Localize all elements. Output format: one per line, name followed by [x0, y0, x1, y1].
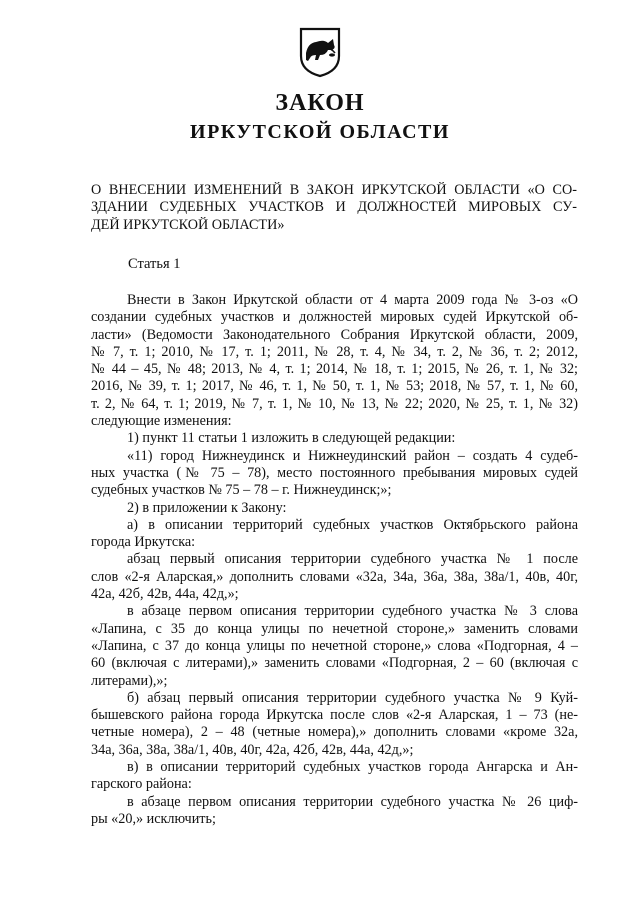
body-line: судебных участков № 75 – 78 – г. Нижнеудинск;»;	[91, 482, 392, 499]
body-line: 2016, № 39, т. 1; 2017, № 46, т. 1, № 50, т. 1, № 53; 2018, № 57, т. 1, № 60,	[91, 378, 578, 395]
body-line: «11) город Нижнеудинск и Нижнеудинский район – создать 4 судеб-	[127, 447, 578, 464]
heading-line: ЗДАНИИ СУДЕБНЫХ УЧАСТКОВ И ДОЛЖНОСТЕЙ МИРОВЫХ СУ-	[91, 199, 577, 216]
body-line: Внести в Закон Иркутской области от 4 марта 2009 года № 3-оз «О	[127, 292, 578, 308]
body-line: «Лапина, с 37 до конца улицы по нечетной стороне,» слова «Подгорная, 4 –	[91, 637, 578, 654]
body-line: четные номера), 2 – 48 (четные номера),» дополнить словами «кроме 32а,	[91, 724, 578, 741]
body-line: в) в описании территорий судебных участков города Ангарска и Ан-	[127, 759, 578, 776]
body-line: «Лапина, с 35 до конца улицы по нечетной стороне,» заменить словами	[91, 620, 578, 637]
body-line: литерами),»;	[91, 672, 168, 689]
document-subtitle: ИРКУТСКОЙ ОБЛАСТИ	[190, 121, 450, 143]
body-line: а) в описании территорий судебных участков Октябрьского района	[127, 516, 578, 533]
body-line: 1) пункт 11 статьи 1 изложить в следующей редакции:	[127, 430, 456, 447]
body-line: т. 2, № 64, т. 1; 2019, № 7, т. 1, № 10, № 13, № 22; 2020, № 25, т. 1, № 32)	[91, 395, 578, 412]
body-line: № 7, т. 1; 2010, № 17, т. 1; 2011, № 28, т. 4, № 34, т. 2, № 36, т. 2; 2012,	[91, 343, 578, 360]
body-line: 42а, 42б, 42в, 44а, 42д,»;	[91, 586, 239, 603]
irkutsk-coat-of-arms-icon	[298, 26, 342, 78]
body-line: создании судебных участков и должностей мировых судей Иркутской об-	[91, 309, 578, 326]
body-line: слов «2-я Аларская,» дополнить словами «32а, 34а, 36а, 38а, 38а/1, 40в, 40г,	[91, 568, 578, 585]
body-line: ры «20,» исключить;	[91, 810, 216, 827]
body-line: 60 (включая с литерами),» заменить словами «Подгорная, 2 – 60 (включая с	[91, 655, 578, 672]
body-line: абзац первый описания территории судебного участка № 1 после	[127, 551, 578, 568]
body-line: ных участка (№ 75 – 78), место постоянного пребывания мировых судей	[91, 464, 578, 481]
document-title: ЗАКОН	[275, 90, 365, 116]
body-line: № 44 – 45, № 48; 2013, № 4, т. 1; 2014, № 18, т. 1; 2015, № 26, т. 1, № 32;	[91, 361, 578, 378]
article-label: Статья 1	[128, 256, 181, 272]
body-line: в абзаце первом описания территории судебного участка № 26 циф-	[127, 793, 578, 810]
body-line: следующие изменения:	[91, 413, 232, 430]
body-line: 34а, 36а, 38а, 38а/1, 40в, 40г, 42а, 42б, 42в, 44а, 42д,»;	[91, 741, 414, 758]
body-line: города Иркутска:	[91, 534, 196, 551]
heading-line: О ВНЕСЕНИИ ИЗМЕНЕНИЙ В ЗАКОН ИРКУТСКОЙ ОБЛАСТИ «О СО-	[91, 182, 577, 198]
document-body	[91, 292, 578, 828]
body-line: 2) в приложении к Закону:	[127, 499, 287, 516]
heading-line: ДЕЙ ИРКУТСКОЙ ОБЛАСТИ»	[91, 216, 285, 233]
law-heading	[91, 182, 577, 234]
body-line: в абзаце первом описания территории судебного участка № 3 слова	[127, 603, 578, 620]
body-line: гарского района:	[91, 776, 192, 793]
body-line: бышевского района города Иркутска после слов «2-я Аларская, 1 – 73 (не-	[91, 707, 578, 724]
body-line: ласти» (Ведомости Законодательного Собрания Иркутской области, 2009,	[91, 326, 578, 343]
body-line: б) абзац первый описания территории судебного участка № 9 Куй-	[127, 689, 578, 706]
